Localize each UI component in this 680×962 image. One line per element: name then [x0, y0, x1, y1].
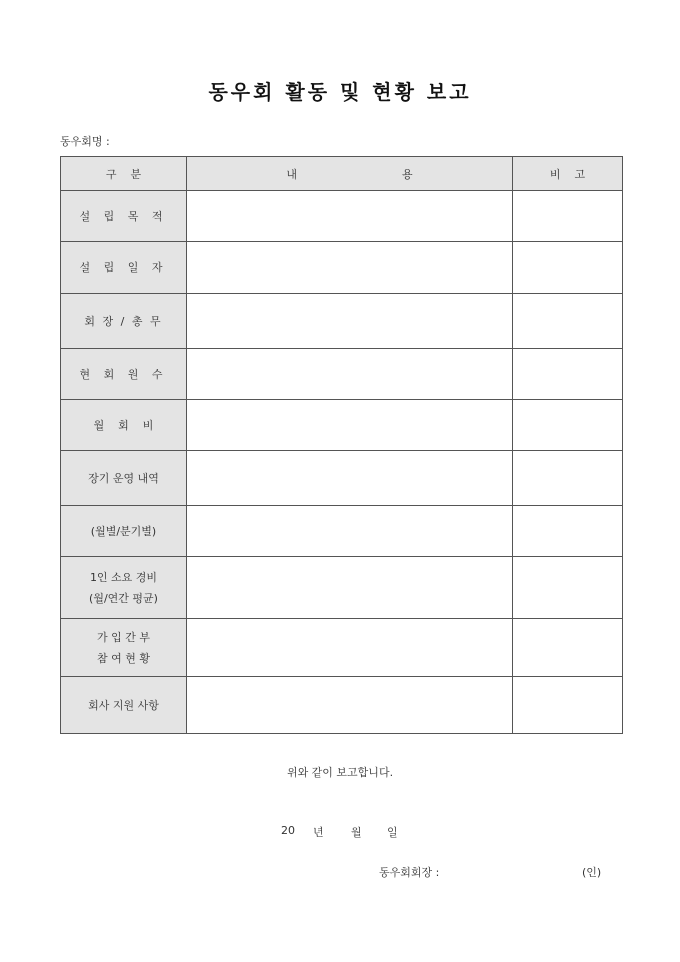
row-label-founding-date: 설 립 일 자 [61, 242, 187, 294]
report-table [60, 156, 623, 734]
remarks-cell-member-count[interactable] [513, 349, 623, 400]
remarks-cell-long-term-history[interactable] [513, 451, 623, 506]
table-header-row [61, 157, 623, 191]
row-label-executive-participation: 가 입 간 부 참 여 현 황 [61, 619, 187, 677]
report-statement: 위와 같이 보고합니다. [286, 766, 394, 779]
row-label-monthly-quarterly: (월별/분기별) [61, 506, 187, 557]
row-label-monthly-dues: 월 회 비 [61, 400, 187, 451]
table-row [61, 506, 623, 557]
date-year: 20 [281, 824, 295, 837]
remarks-cell-president-secretary[interactable] [513, 294, 623, 349]
date-year-unit: 년 [313, 826, 324, 839]
row-label-purpose: 설 립 목 적 [61, 191, 187, 242]
remarks-cell-cost-per-person[interactable] [513, 557, 623, 619]
header-remarks-text: 비 고 [549, 167, 586, 181]
table-row [61, 557, 623, 619]
remarks-cell-executive-participation[interactable] [513, 619, 623, 677]
row-label-cost-per-person: 1인 소요 경비 (월/연간 평균) [61, 557, 187, 619]
content-cell-long-term-history[interactable] [187, 451, 513, 506]
date-month-unit: 월 [351, 826, 362, 839]
content-cell-cost-per-person[interactable] [187, 557, 513, 619]
header-content [187, 157, 513, 191]
content-cell-executive-participation[interactable] [187, 619, 513, 677]
table-row [61, 619, 623, 677]
content-cell-monthly-dues[interactable] [187, 400, 513, 451]
header-category-text: 구 분 [105, 167, 142, 181]
remarks-cell-monthly-quarterly[interactable] [513, 506, 623, 557]
date-day-unit: 일 [387, 826, 398, 839]
table-row [61, 349, 623, 400]
table-row [61, 242, 623, 294]
content-cell-member-count[interactable] [187, 349, 513, 400]
club-name-label: 동우회명 : [60, 135, 110, 148]
document-title: 동우회 활동 및 현황 보고 [208, 80, 472, 104]
table-row [61, 451, 623, 506]
row-label-member-count: 현 회 원 수 [61, 349, 187, 400]
remarks-cell-company-support[interactable] [513, 677, 623, 734]
table-row [61, 677, 623, 734]
table-row [61, 294, 623, 349]
header-remarks [513, 157, 623, 191]
header-content-text: 내 용 [286, 167, 413, 181]
header-category [61, 157, 187, 191]
signer-label: 동우회회장 : [379, 866, 440, 879]
content-cell-monthly-quarterly[interactable] [187, 506, 513, 557]
row-label-long-term-history: 장기 운영 내역 [61, 451, 187, 506]
content-cell-purpose[interactable] [187, 191, 513, 242]
table-row [61, 191, 623, 242]
content-cell-company-support[interactable] [187, 677, 513, 734]
row-label-president-secretary: 회 장 / 총 무 [61, 294, 187, 349]
content-cell-founding-date[interactable] [187, 242, 513, 294]
content-cell-president-secretary[interactable] [187, 294, 513, 349]
remarks-cell-founding-date[interactable] [513, 242, 623, 294]
table-row [61, 400, 623, 451]
remarks-cell-monthly-dues[interactable] [513, 400, 623, 451]
remarks-cell-purpose[interactable] [513, 191, 623, 242]
row-label-company-support: 회사 지원 사항 [61, 677, 187, 734]
seal-mark: (인) [582, 866, 602, 879]
